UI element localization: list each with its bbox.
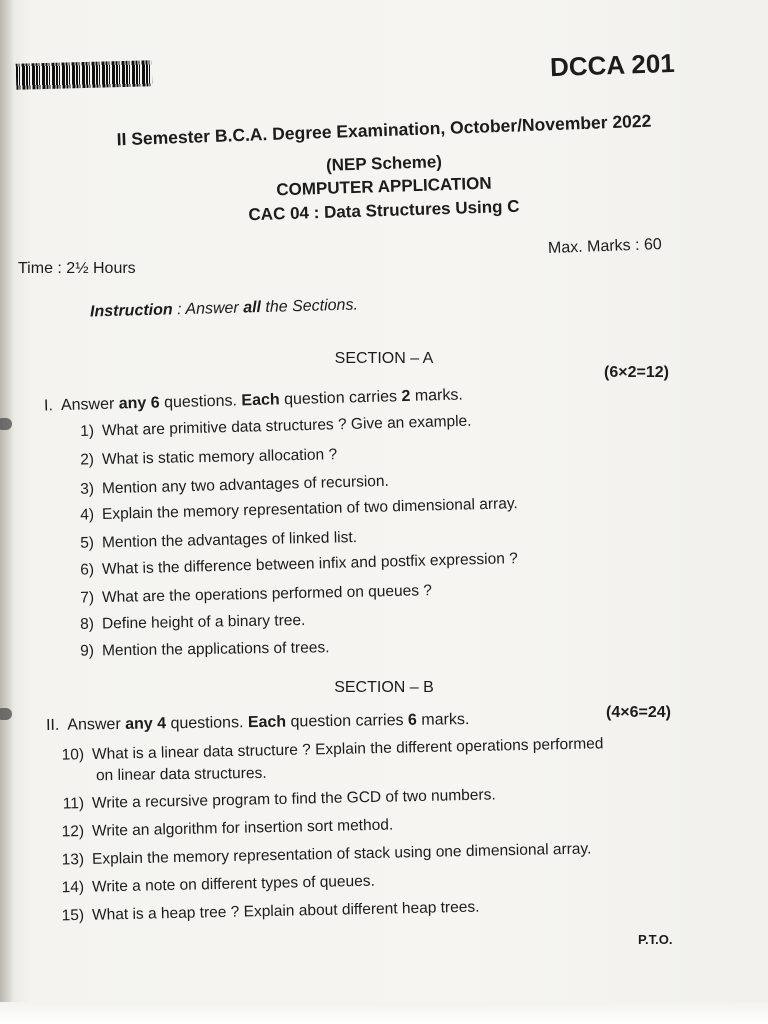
question-text: What is a heap tree ? Explain about different heap trees. <box>91 898 480 924</box>
question-text: Write an algorithm for insertion sort method. <box>91 816 394 840</box>
pto-label: P.T.O. <box>638 932 673 947</box>
question-item-continued: on linear data structures. <box>95 764 267 785</box>
question-text: Explain the memory representation of stack using one dimensional array. <box>91 840 592 868</box>
section-a-instr-text: marks. <box>410 386 464 405</box>
question-text: What are the operations performed on queues ? <box>101 582 433 607</box>
question-text: Define height of a binary tree. <box>101 611 306 633</box>
section-b-instr-each: Each <box>247 713 287 732</box>
question-text: Explain the memory representation of two dimensional array. <box>101 495 518 523</box>
section-b-instr-text: question carries <box>286 711 409 731</box>
question-number: 11) <box>62 795 85 813</box>
question-number: 10) <box>61 746 85 764</box>
section-b-instr-text: marks. <box>416 711 470 729</box>
binder-ring <box>0 708 12 720</box>
question-number: 15) <box>61 906 85 925</box>
question-number: 9) <box>80 642 95 660</box>
time-allowed: Time : 2½ Hours <box>18 260 136 277</box>
question-number: 14) <box>61 878 85 897</box>
paper-code: DCCA 201 <box>549 47 676 83</box>
page-bottom-edge <box>0 1002 768 1024</box>
scheme-label: (NEP Scheme) <box>325 152 443 175</box>
question-number: 8) <box>80 615 95 633</box>
instruction-post: the Sections. <box>260 296 359 317</box>
question-text: Mention the applications of trees. <box>101 639 330 660</box>
section-a-instr-text: questions. <box>159 392 242 412</box>
section-b-instr-text: Answer <box>67 715 126 734</box>
binder-ring <box>0 418 12 430</box>
section-b-instr-marks: 6 <box>407 711 418 729</box>
section-b-title: SECTION – B <box>334 679 434 696</box>
section-a-instr-text: Answer <box>60 395 119 415</box>
exam-title: II Semester B.C.A. Degree Examination, October/November 2022 <box>116 110 652 150</box>
section-a-instr-any: any 6 <box>118 394 160 413</box>
question-text: Write a note on different types of queues. <box>91 872 376 896</box>
section-a-instr-marks: 2 <box>401 387 411 406</box>
question-text: Write a recursive program to find the GCD of two numbers. <box>91 786 496 812</box>
question-number: 1) <box>80 422 95 440</box>
question-number: 7) <box>80 589 95 607</box>
section-b-marks: (4×6=24) <box>606 704 671 721</box>
question-item <box>68 639 330 661</box>
section-b-numeral: II. <box>45 716 60 734</box>
question-number: 13) <box>61 851 85 869</box>
instruction-label: Instruction <box>89 301 173 321</box>
question-text: What is the difference between infix and postfix expression ? <box>101 550 519 578</box>
question-number: 6) <box>80 561 95 579</box>
section-a-instr-text: question carries <box>279 388 402 409</box>
question-number: 4) <box>80 506 95 524</box>
instruction-pre: Answer <box>185 299 244 319</box>
max-marks: Max. Marks : 60 <box>547 236 663 257</box>
section-a-numeral: I. <box>43 397 54 415</box>
instruction-emph: all <box>242 299 262 317</box>
question-text: What is static memory allocation ? <box>101 446 338 469</box>
section-a-marks: (6×2=12) <box>604 364 669 381</box>
question-number: 5) <box>80 534 95 552</box>
question-text: What are primitive data structures ? Give an example. <box>101 412 472 440</box>
question-text: Mention any two advantages of recursion. <box>101 472 390 498</box>
section-b-instr-text: questions. <box>165 714 249 733</box>
section-b-instr-any: any 4 <box>125 715 167 733</box>
question-text: What is a linear data structure ? Explain the different operations performed <box>91 735 604 763</box>
subject-title: COMPUTER APPLICATION <box>276 173 492 200</box>
question-text: Mention the advantages of linked list. <box>101 528 358 552</box>
barcode-image <box>16 60 153 90</box>
question-number: 2) <box>80 451 95 469</box>
section-a-title: SECTION – A <box>334 350 434 367</box>
instruction-sep: : <box>172 301 186 319</box>
question-number: 12) <box>61 822 85 841</box>
question-number: 3) <box>80 480 95 498</box>
section-a-instr-each: Each <box>241 391 280 410</box>
course-title: CAC 04 : Data Structures Using C <box>248 196 520 225</box>
